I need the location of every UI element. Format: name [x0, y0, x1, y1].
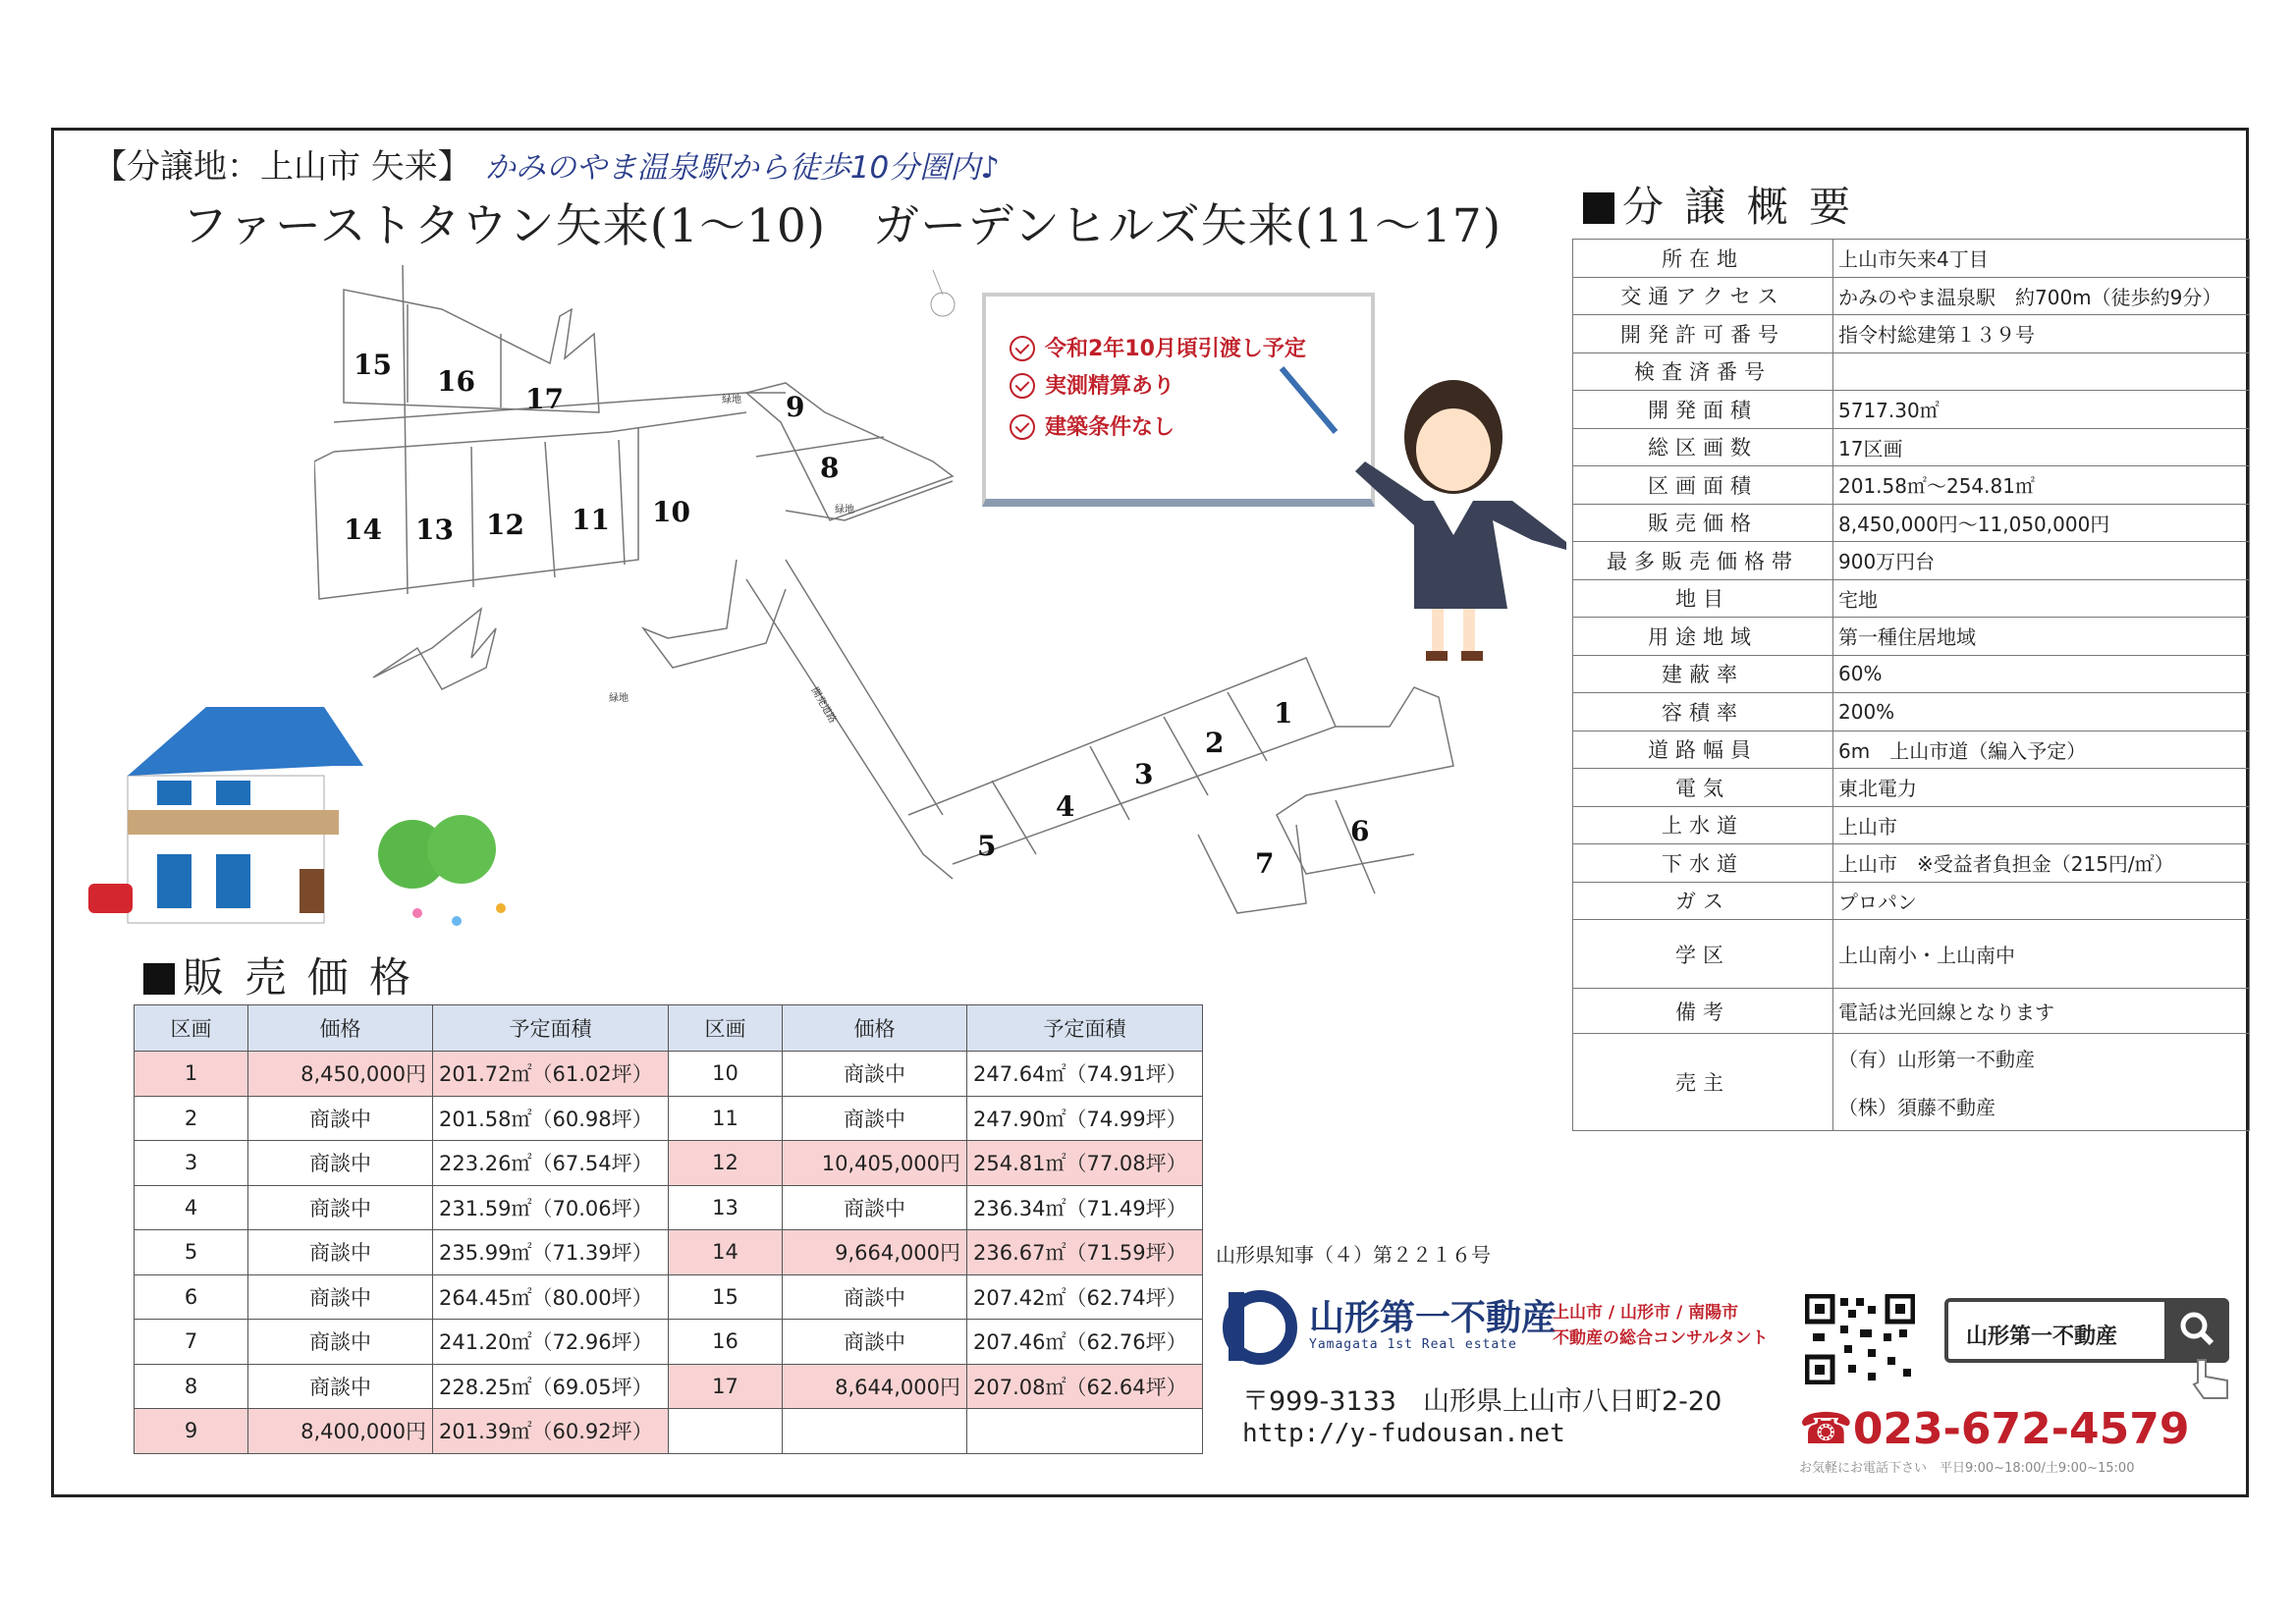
price-cell-ra: 254.81㎡（77.08坪）	[967, 1141, 1203, 1186]
overview-value: かみのやま温泉駅 約700m（徒歩約9分）	[1833, 277, 2250, 315]
overview-row	[1573, 920, 2250, 989]
overview-key: 開発面積	[1573, 391, 1833, 429]
price-cell-l: 4	[135, 1185, 248, 1230]
notice-item: 実測精算あり	[1010, 369, 1175, 400]
overview-key: 容積率	[1573, 693, 1833, 731]
price-cell-la: 201.72㎡（61.02坪）	[433, 1052, 669, 1097]
price-row	[135, 1320, 1203, 1365]
lot-5: 5	[977, 830, 997, 862]
overview-key: 総区画数	[1573, 428, 1833, 466]
overview-title: 分 譲 概 要	[1583, 175, 1854, 234]
price-cell-r	[669, 1409, 783, 1454]
price-cell-lp: 商談中	[248, 1185, 433, 1230]
check-circle-icon	[1010, 414, 1035, 440]
price-cell-la: 201.39㎡（60.92坪）	[433, 1409, 669, 1454]
overview-value: 電話は光回線となります	[1833, 989, 2250, 1034]
overview-row	[1573, 579, 2250, 618]
overview-row	[1573, 731, 2250, 769]
overview-key: 所在地	[1573, 240, 1833, 278]
prices-title: 販 売 価 格	[143, 946, 414, 1004]
overview-value: 17区画	[1833, 428, 2250, 466]
price-row	[135, 1274, 1203, 1320]
price-cell-lp: 商談中	[248, 1274, 433, 1320]
search-box[interactable]	[1944, 1298, 2229, 1363]
overview-row	[1573, 428, 2250, 466]
square-bullet-icon	[143, 963, 175, 995]
overview-value: 上山南小・上山南中	[1833, 920, 2250, 989]
lot-16: 16	[437, 365, 475, 398]
price-cell-rp: 商談中	[783, 1274, 967, 1320]
overview-row	[1573, 655, 2250, 693]
license-number: 山形県知事（４）第２２１６号	[1216, 1243, 1491, 1267]
phone-number[interactable]: ☎023-672-4579	[1799, 1404, 2190, 1454]
price-row	[135, 1141, 1203, 1186]
price-cell-rp: 商談中	[783, 1052, 967, 1097]
overview-row	[1573, 391, 2250, 429]
green-area-label: 緑地	[835, 505, 854, 515]
overview-key: 備考	[1573, 989, 1833, 1034]
green-area-label: 緑地	[609, 693, 629, 704]
price-cell-la: 241.20㎡（72.96坪）	[433, 1320, 669, 1365]
lot-15: 15	[354, 349, 392, 381]
lot-7: 7	[1255, 847, 1275, 880]
overview-row	[1573, 542, 2250, 580]
lot-9: 9	[786, 391, 805, 423]
overview-row	[1573, 352, 2250, 391]
overview-row	[1573, 844, 2250, 883]
price-cell-l: 1	[135, 1052, 248, 1097]
price-cell-ra: 207.08㎡（62.64坪）	[967, 1364, 1203, 1409]
price-cell-ra: 236.67㎡（71.59坪）	[967, 1230, 1203, 1275]
overview-value: 201.58㎡～254.81㎡	[1833, 466, 2250, 505]
price-cell-r: 16	[669, 1320, 783, 1365]
overview-value: 200%	[1833, 693, 2250, 731]
price-cell-lp: 商談中	[248, 1096, 433, 1141]
price-row	[135, 1096, 1203, 1141]
search-icon	[2164, 1298, 2229, 1363]
price-cell-r: 11	[669, 1096, 783, 1141]
overview-value: 60%	[1833, 655, 2250, 693]
overview-row	[1573, 315, 2250, 353]
overview-key: 販売価格	[1573, 504, 1833, 542]
overview-value: プロパン	[1833, 882, 2250, 920]
price-cell-l: 3	[135, 1141, 248, 1186]
price-cell-lp: 商談中	[248, 1320, 433, 1365]
price-cell-l: 8	[135, 1364, 248, 1409]
lot-3: 3	[1134, 758, 1154, 790]
lot-17: 17	[525, 383, 564, 415]
price-cell-la: 228.25㎡（69.05坪）	[433, 1364, 669, 1409]
seller-2: （株）須藤不動産	[1838, 1096, 1995, 1119]
overview-row	[1573, 277, 2250, 315]
overview-key: 建蔽率	[1573, 655, 1833, 693]
overview-value: 上山市 ※受益者負担金（215円/㎡）	[1833, 844, 2250, 883]
price-cell-l: 5	[135, 1230, 248, 1275]
price-cell-ra: 207.42㎡（62.74坪）	[967, 1274, 1203, 1320]
company-slogan: 不動産の総合コンサルタント	[1553, 1328, 1769, 1348]
col-header: 価格	[248, 1005, 433, 1052]
col-header: 区画	[669, 1005, 783, 1052]
price-row	[135, 1052, 1203, 1097]
overview-key: 交通アクセス	[1573, 277, 1833, 315]
header-line	[93, 139, 1000, 188]
company-logo-block	[1223, 1288, 1782, 1367]
price-cell-la: 264.45㎡（80.00坪）	[433, 1274, 669, 1320]
price-cell-r: 13	[669, 1185, 783, 1230]
search-keyword: 山形第一不動産	[1966, 1325, 2118, 1349]
price-cell-lp: 商談中	[248, 1141, 433, 1186]
price-cell-lp: 8,400,000円	[248, 1409, 433, 1454]
access-subtitle: かみのやま温泉駅から徒歩10分圏内♪	[484, 150, 1001, 186]
overview-key: 学区	[1573, 920, 1833, 989]
overview-key: 最多販売価格帯	[1573, 542, 1833, 580]
lot-10: 10	[652, 496, 690, 528]
overview-key: 地目	[1573, 579, 1833, 618]
phone-icon: ☎	[1799, 1404, 1853, 1454]
overview-row	[1573, 693, 2250, 731]
overview-row	[1573, 466, 2250, 505]
price-row	[135, 1409, 1203, 1454]
price-cell-l: 9	[135, 1409, 248, 1454]
overview-value: 900万円台	[1833, 542, 2250, 580]
presenter-illustration	[1277, 363, 1571, 668]
overview-value: 6m 上山市道（編入予定）	[1833, 731, 2250, 769]
check-circle-icon	[1010, 373, 1035, 399]
price-cell-rp: 8,644,000円	[783, 1364, 967, 1409]
overview-row	[1573, 769, 2250, 807]
lot-13: 13	[415, 514, 454, 546]
overview-key: 区画面積	[1573, 466, 1833, 505]
price-cell-ra: 247.90㎡（74.99坪）	[967, 1096, 1203, 1141]
lot-14: 14	[344, 514, 382, 546]
col-header: 価格	[783, 1005, 967, 1052]
col-header: 予定面積	[967, 1005, 1203, 1052]
col-header: 予定面積	[433, 1005, 669, 1052]
lot-12: 12	[486, 509, 524, 541]
price-cell-l: 6	[135, 1274, 248, 1320]
lot-11: 11	[572, 504, 610, 536]
square-bullet-icon	[1583, 192, 1614, 224]
price-cell-l: 7	[135, 1320, 248, 1365]
company-logo-icon	[1223, 1288, 1301, 1367]
overview-value: 8,450,000円～11,050,000円	[1833, 504, 2250, 542]
price-cell-lp: 8,450,000円	[248, 1052, 433, 1097]
lot-8: 8	[820, 452, 840, 484]
col-header: 区画	[135, 1005, 248, 1052]
qr-code	[1805, 1294, 1915, 1384]
overview-row	[1573, 618, 2250, 656]
overview-row	[1573, 240, 2250, 278]
overview-row	[1573, 504, 2250, 542]
overview-value	[1833, 352, 2250, 391]
price-cell-r: 10	[669, 1052, 783, 1097]
company-name: 山形第一不動産	[1309, 1298, 1558, 1338]
price-cell-rp: 商談中	[783, 1320, 967, 1365]
overview-value: 上山市	[1833, 806, 2250, 844]
price-cell-lp: 商談中	[248, 1364, 433, 1409]
search-button[interactable]	[2164, 1298, 2229, 1363]
company-name-en: Yamagata 1st Real estate	[1309, 1337, 1517, 1352]
price-cell-la: 223.26㎡（67.54坪）	[433, 1141, 669, 1186]
overview-key: 道路幅員	[1573, 731, 1833, 769]
price-cell-ra: 247.64㎡（74.91坪）	[967, 1052, 1203, 1097]
overview-value: 宅地	[1833, 579, 2250, 618]
price-cell-ra: 236.34㎡（71.49坪）	[967, 1185, 1203, 1230]
price-row	[135, 1185, 1203, 1230]
price-cell-rp: 商談中	[783, 1185, 967, 1230]
price-cell-rp: 商談中	[783, 1096, 967, 1141]
overview-value	[1833, 1034, 2250, 1131]
overview-key: 検査済番号	[1573, 352, 1833, 391]
company-url[interactable]: http://y-fudousan.net	[1242, 1419, 1565, 1448]
price-cell-r: 14	[669, 1230, 783, 1275]
price-cell-l: 2	[135, 1096, 248, 1141]
overview-key: 下水道	[1573, 844, 1833, 883]
overview-row	[1573, 1034, 2250, 1131]
price-cell-r: 17	[669, 1364, 783, 1409]
overview-value: 指令村総建第１３９号	[1833, 315, 2250, 353]
price-cell-rp: 10,405,000円	[783, 1141, 967, 1186]
check-circle-icon	[1010, 336, 1035, 361]
price-cell-ra	[967, 1409, 1203, 1454]
overview-key: 開発許可番号	[1573, 315, 1833, 353]
overview-row	[1573, 806, 2250, 844]
price-cell-rp: 9,664,000円	[783, 1230, 967, 1275]
price-row	[135, 1364, 1203, 1409]
overview-key: 電気	[1573, 769, 1833, 807]
road-label: 開発道路	[808, 685, 839, 726]
price-cell-ra: 207.46㎡（62.76坪）	[967, 1320, 1203, 1365]
company-address: 〒999-3133 山形県上山市八日町2-20	[1242, 1386, 1722, 1417]
green-area-label: 緑地	[722, 395, 741, 406]
lot-1: 1	[1274, 697, 1293, 730]
overview-key: 用途地域	[1573, 618, 1833, 656]
overview-value: 上山市矢来4丁目	[1833, 240, 2250, 278]
lot-6: 6	[1350, 815, 1370, 847]
overview-row	[1573, 989, 2250, 1034]
overview-key: ガス	[1573, 882, 1833, 920]
page-title: ファーストタウン矢来(1～10) ガーデンヒルズ矢来(11～17)	[182, 199, 1503, 253]
lot-2: 2	[1205, 727, 1225, 759]
notice-item: 建築条件なし	[1010, 410, 1175, 441]
service-areas: 上山市 / 山形市 / 南陽市	[1553, 1303, 1739, 1323]
house-illustration	[69, 687, 619, 952]
price-cell-la: 231.59㎡（70.06坪）	[433, 1185, 669, 1230]
notice-item: 令和2年10月頃引渡し予定	[1010, 332, 1306, 362]
price-cell-la: 235.99㎡（71.39坪）	[433, 1230, 669, 1275]
overview-value: 東北電力	[1833, 769, 2250, 807]
overview-value: 5717.30㎡	[1833, 391, 2250, 429]
overview-table	[1572, 239, 2250, 1131]
price-table	[134, 1004, 1203, 1454]
price-row	[135, 1230, 1203, 1275]
overview-key: 上水道	[1573, 806, 1833, 844]
price-cell-r: 15	[669, 1274, 783, 1320]
price-cell-la: 201.58㎡（60.98坪）	[433, 1096, 669, 1141]
price-cell-r: 12	[669, 1141, 783, 1186]
overview-value: 第一種住居地域	[1833, 618, 2250, 656]
business-hours: お気軽にお電話下さい 平日9:00~18:00/土9:00~15:00	[1799, 1461, 2135, 1476]
lot-4: 4	[1056, 790, 1075, 823]
pointer-hand-icon	[2188, 1355, 2237, 1404]
seller-1: （有）山形第一不動産	[1838, 1048, 2035, 1071]
price-cell-rp	[783, 1409, 967, 1454]
price-cell-lp: 商談中	[248, 1230, 433, 1275]
overview-key: 売主	[1573, 1034, 1833, 1131]
overview-row	[1573, 882, 2250, 920]
location-tag: 【分譲地：上山市 矢来】	[93, 147, 471, 187]
